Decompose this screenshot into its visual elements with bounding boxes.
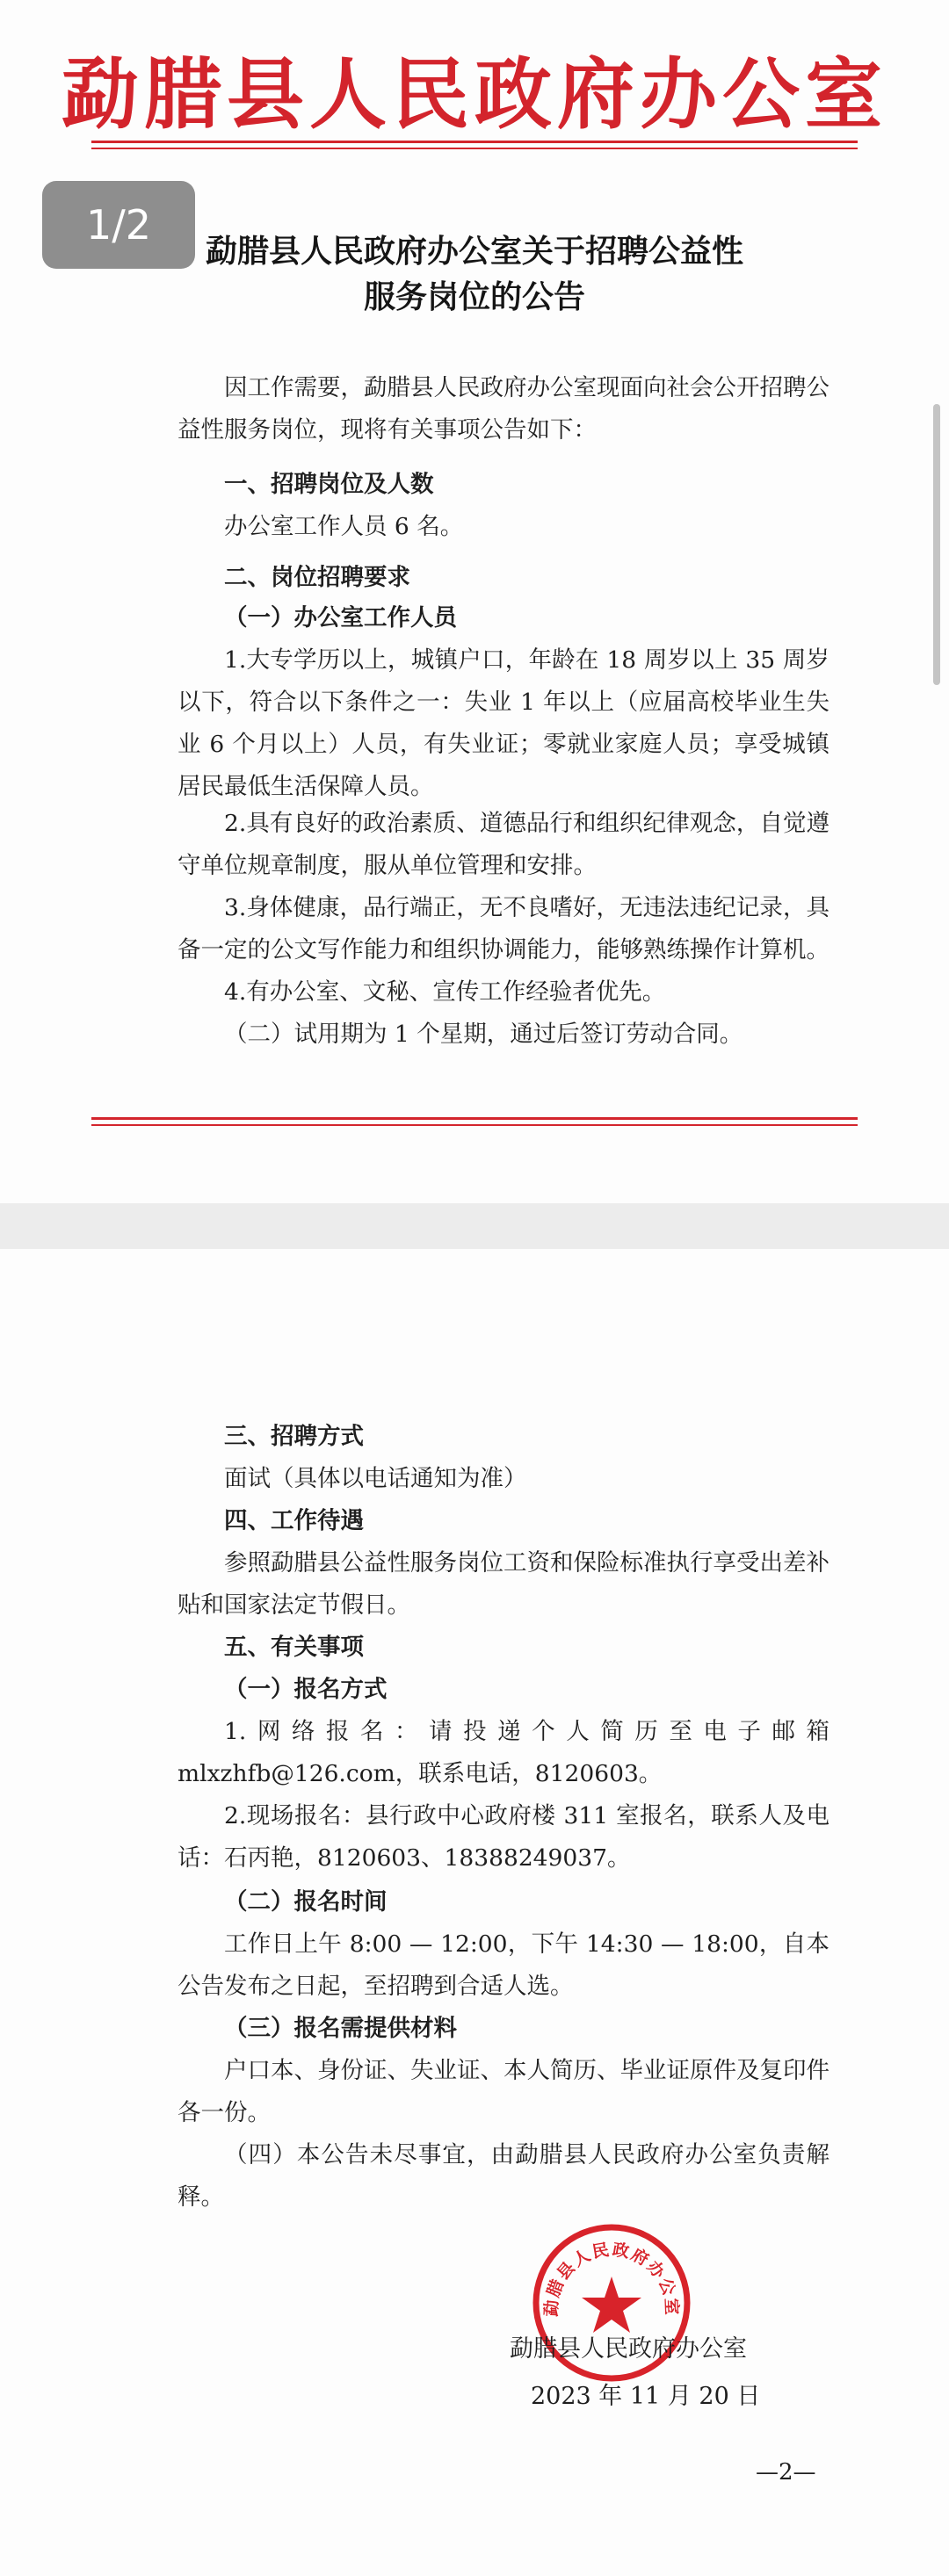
section-3-body: 面试（具体以电话通知为准） [224, 1465, 527, 1492]
svg-text:勐腊县人民政府办公室: 勐腊县人民政府办公室 [541, 2240, 682, 2318]
section-5-materials: 户口本、身份证、失业证、本人简历、毕业证原件及复印件各一份。 [177, 2057, 829, 2126]
page-counter-badge: 1/2 [42, 181, 195, 269]
footer-red-rule-thin [91, 1124, 858, 1126]
section-5-item-1: 1.网络报名：请投递个人简历至电子邮箱 mlxzhfb@126.com，联系电话，8120603。 [177, 1718, 829, 1787]
section-2-item-1: 1.大专学历以上，城镇户口，年龄在 18 周岁以上 35 周岁以下，符合以下条件之一：失业 1 年以上（应届高校毕业生失业 6 个月以上）人员，有失业证；零就业家庭人员；享受城镇居民最低生活保障人员。 [177, 646, 829, 800]
document-header-title: 勐腊县人民政府办公室 [61, 49, 887, 140]
section-5-item-2: 2.现场报名：县行政中心政府楼 311 室报名，联系人及电话：石丙艳，8120603、18388249037。 [177, 1802, 829, 1872]
section-1-heading: 一、招聘岗位及人数 [224, 471, 434, 498]
document-title-line-2: 服务岗位的公告 [363, 278, 585, 315]
document-title-line-1: 勐腊县人民政府办公室关于招聘公益性 [205, 233, 743, 270]
page-number: —2— [756, 2459, 816, 2486]
section-5-sub-2: （二）报名时间 [224, 1888, 388, 1916]
section-4-heading: 四、工作待遇 [224, 1507, 364, 1534]
section-5-sub-3: （三）报名需提供材料 [224, 2015, 457, 2042]
section-2-item-4: 4.有办公室、文秘、宣传工作经验者优先。 [224, 978, 666, 1006]
section-2-item-3: 3.身体健康，品行端正，无不良嗜好，无违法违纪记录，具备一定的公文写作能力和组织协调能力，能够熟练操作计算机。 [177, 894, 829, 963]
section-2-item-2: 2.具有良好的政治素质、道德品行和组织纪律观念，自觉遵守单位规章制度，服从单位管理和安排。 [177, 810, 829, 879]
scrollbar-thumb[interactable] [933, 404, 940, 685]
page-separator [0, 1203, 949, 1249]
section-2-sub-2: （二）试用期为 1 个星期，通过后签订劳动合同。 [224, 1021, 743, 1048]
section-4-body: 参照勐腊县公益性服务岗位工资和保险标准执行享受出差补贴和国家法定节假日。 [177, 1549, 829, 1619]
document-page-1 [0, 0, 949, 1203]
section-2-sub-1: （一）办公室工作人员 [224, 604, 457, 631]
section-5-time: 工作日上午 8:00 — 12:00，下午 14:30 — 18:00，自本公告发布之日起，至招聘到合适人选。 [177, 1930, 829, 2000]
footer-red-rule [91, 1117, 858, 1120]
signature-organization: 勐腊县人民政府办公室 [510, 2335, 747, 2363]
section-3-heading: 三、招聘方式 [224, 1423, 364, 1450]
section-2-heading: 二、岗位招聘要求 [224, 564, 410, 591]
header-red-rule-thin [91, 148, 858, 149]
header-red-rule [91, 141, 858, 143]
section-5-sub-4: （四）本公告未尽事宜，由勐腊县人民政府办公室负责解释。 [177, 2141, 829, 2211]
section-5-sub-1: （一）报名方式 [224, 1676, 388, 1703]
section-5-heading: 五、有关事项 [224, 1634, 364, 1661]
signature-date: 2023 年 11 月 20 日 [531, 2383, 761, 2410]
section-1-body: 办公室工作人员 6 名。 [224, 513, 464, 540]
intro-paragraph: 因工作需要，勐腊县人民政府办公室现面向社会公开招聘公益性服务岗位，现将有关事项公告如下： [177, 374, 829, 444]
